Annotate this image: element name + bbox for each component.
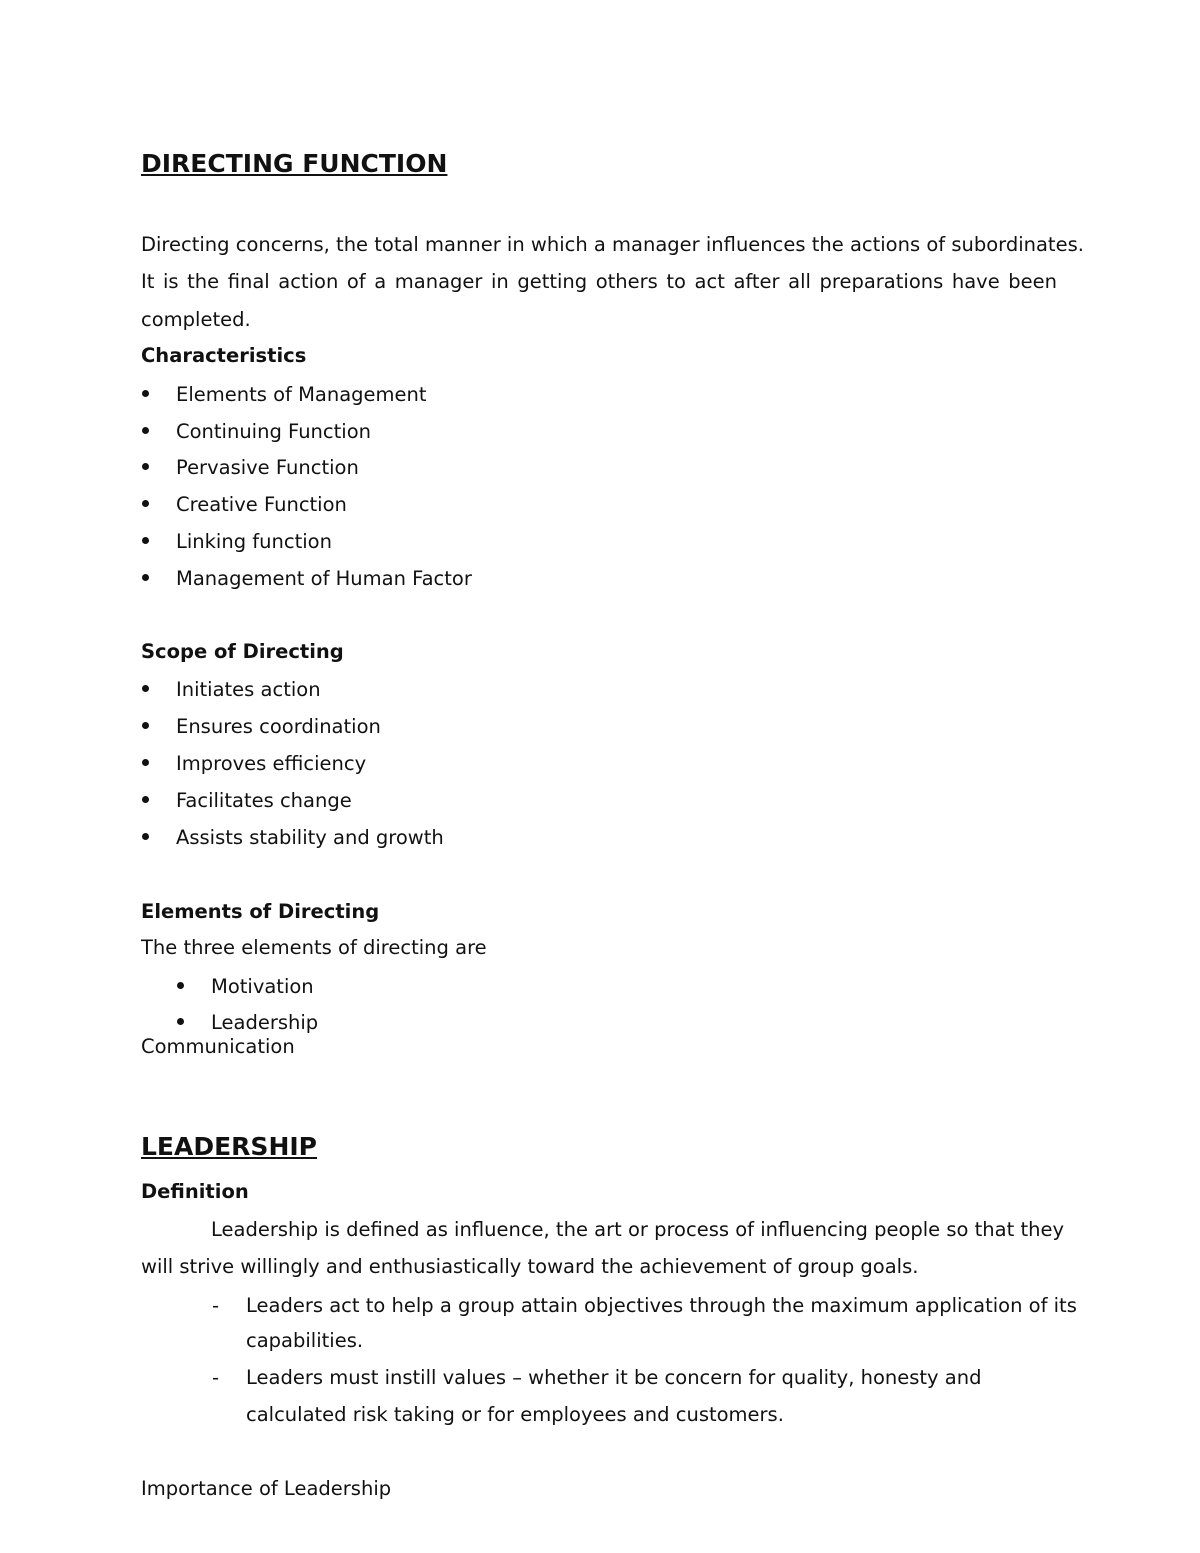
list-item: Assists stability and growth <box>176 826 444 849</box>
intro-line-3: completed. <box>141 308 251 331</box>
characteristics-heading: Characteristics <box>141 344 307 367</box>
bullet-icon <box>177 982 184 989</box>
bullet-icon <box>142 685 149 692</box>
bullet-icon <box>177 1018 184 1025</box>
bullet-icon <box>142 722 149 729</box>
intro-line-2: It is the final action of a manager in getting others to act after all preparations have been <box>141 270 1057 293</box>
bullet-icon <box>142 500 149 507</box>
elements-trailing: Communication <box>141 1035 295 1058</box>
section-title-leadership: LEADERSHIP <box>141 1132 317 1161</box>
point-1-line-1: Leaders act to help a group attain objectives through the maximum application of its <box>246 1294 1077 1317</box>
list-item: Improves efficiency <box>176 752 367 775</box>
intro-line-1: Directing concerns, the total manner in which a manager influences the actions of subordinates. <box>141 233 1084 256</box>
list-item: Management of Human Factor <box>176 567 472 590</box>
bullet-icon <box>142 574 149 581</box>
dash-marker: - <box>212 1294 220 1317</box>
bullet-icon <box>142 833 149 840</box>
list-item: Linking function <box>176 530 332 553</box>
list-item: Elements of Management <box>176 383 427 406</box>
definition-heading: Definition <box>141 1180 249 1203</box>
list-item: Continuing Function <box>176 420 371 443</box>
point-2-line-2: calculated risk taking or for employees and customers. <box>246 1403 784 1426</box>
bullet-icon <box>142 537 149 544</box>
page-title: DIRECTING FUNCTION <box>141 149 448 178</box>
definition-line-1: Leadership is defined as influence, the art or process of influencing people so that they <box>211 1218 1064 1241</box>
dash-marker: - <box>212 1366 220 1389</box>
bullet-icon <box>142 427 149 434</box>
bullet-icon <box>142 463 149 470</box>
elements-heading: Elements of Directing <box>141 900 380 923</box>
list-item: Creative Function <box>176 493 347 516</box>
bullet-icon <box>142 759 149 766</box>
list-item: Ensures coordination <box>176 715 381 738</box>
importance-heading: Importance of Leadership <box>141 1477 392 1500</box>
definition-line-2: will strive willingly and enthusiastically toward the achievement of group goals. <box>141 1255 919 1278</box>
list-item: Pervasive Function <box>176 456 359 479</box>
point-1-line-2: capabilities. <box>246 1329 364 1352</box>
scope-heading: Scope of Directing <box>141 640 344 663</box>
elements-intro: The three elements of directing are <box>141 936 487 959</box>
bullet-icon <box>142 796 149 803</box>
list-item: Leadership <box>211 1011 319 1034</box>
list-item: Motivation <box>211 975 314 998</box>
list-item: Facilitates change <box>176 789 352 812</box>
point-2-line-1: Leaders must instill values – whether it be concern for quality, honesty and <box>246 1366 982 1389</box>
bullet-icon <box>142 390 149 397</box>
list-item: Initiates action <box>176 678 321 701</box>
